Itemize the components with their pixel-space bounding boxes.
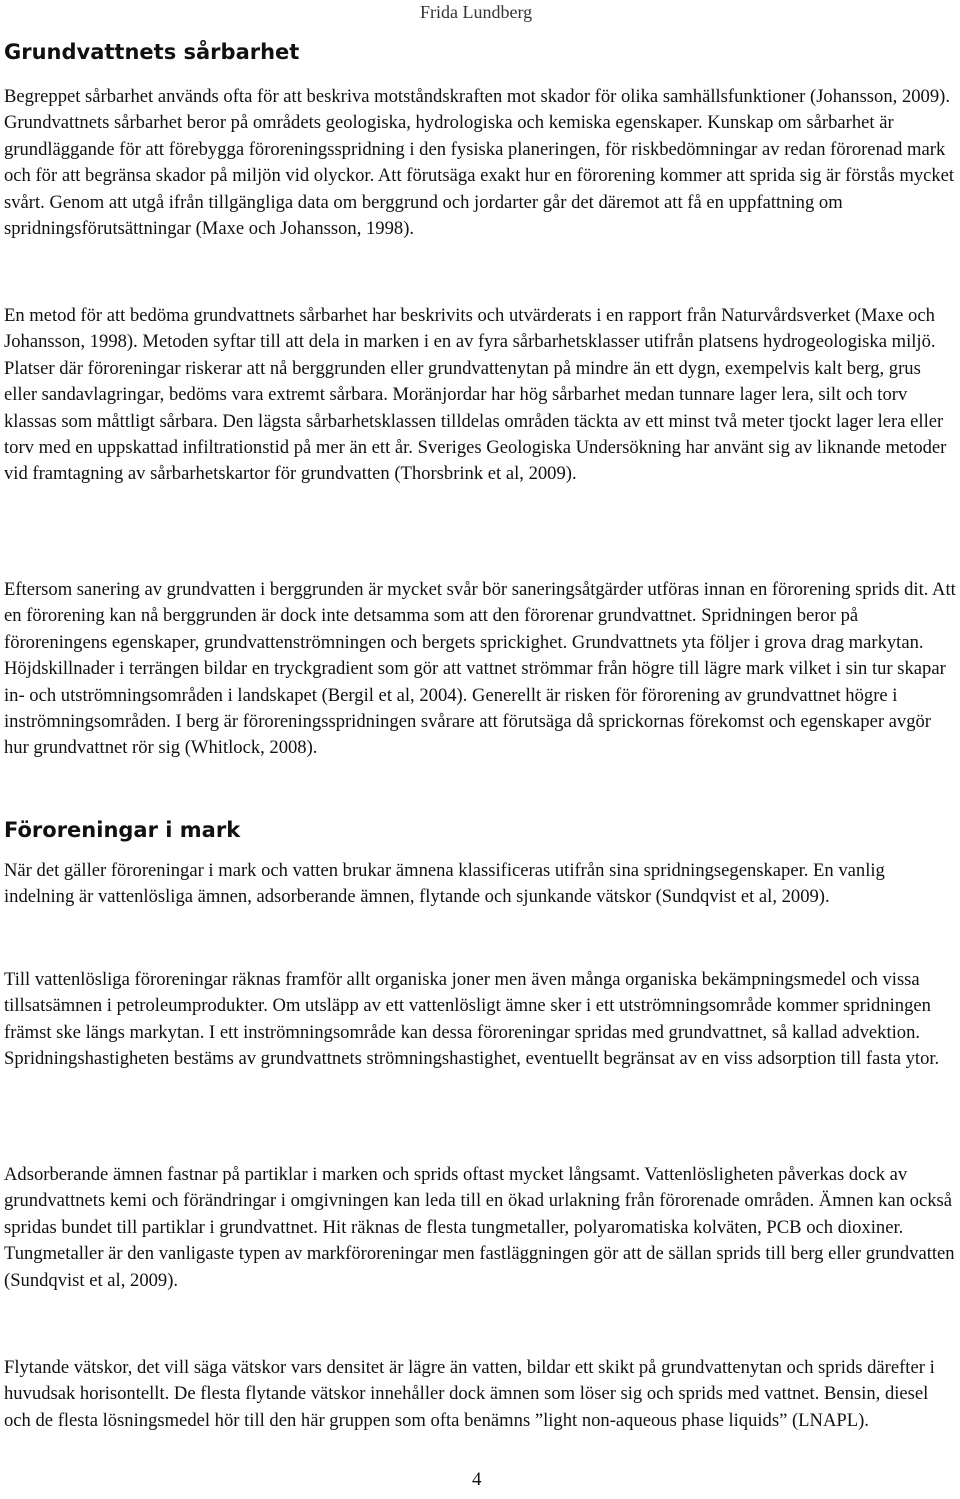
header-author: Frida Lundberg <box>420 2 533 22</box>
page-number: 4 <box>472 1469 482 1490</box>
section-heading-fororeningar-i-mark: Föroreningar i mark <box>4 818 241 842</box>
paragraph: Flytande vätskor, det vill säga vätskor vars densitet är lägre än vatten, bildar ett skikt på grundvattenytan och sprids därefter i huvudsak horisontellt. De flesta flytande vätskor innehåller dock ämnen som löser sig och sprids med vattnet. Bensin, diesel och de flesta lösningsmedel hör till den här gruppen som ofta benämns ”light non-aqueous phase liquids” (LNAPL). <box>4 1357 935 1431</box>
paragraph: En metod för att bedöma grundvattnets sårbarhet har beskrivits och utvärderats i en rapport från Naturvårdsverket (Maxe och Johansson, 1998). Metoden syftar till att dela in marken i en av fyra sårbarhetsklasser utifrån platsens hydrogeologiska miljö. Platser där föroreningar riskerar att nå berggrunden eller grundvattenytan på mindre än ett dygn, exempelvis kalt berg, grus eller sandavlagringar, bedöms vara extremt sårbara. Moränjordar har hög sårbarhet medan tunnare lager lera, silt och torv klassas som måttligt sårbara. Den lägsta sårbarhetsklassen tilldelas områden täckta av ett minst två meter tjockt lager lera eller torv med en uppskattad infiltrationstid på mer än ett år. Sveriges Geologiska Undersökning har använt sig av liknande metoder vid framtagning av sårbarhetskartor för grundvatten (Thorsbrink et al, 2009). <box>4 305 947 485</box>
paragraph: Begreppet sårbarhet används ofta för att beskriva motståndskraften mot skador för olika samhällsfunktioner (Johansson, 2009). Grundvattnets sårbarhet beror på områdets geologiska, hydrologiska och kemiska egenskaper. Kunskap om sårbarhet är grundläggande för att förebygga föroreningsspridning i den fysiska planeringen, för riskbedömningar av redan förorenad mark och för att begränsa skador på miljön vid olyckor. Att förutsäga exakt hur en förorening kommer att sprida sig är förstås mycket svårt. Genom att utgå ifrån tillgängliga data om berggrund och jordarter går det däremot att få en uppfattning om spridningsförutsättningar (Maxe och Johansson, 1998). <box>4 86 955 240</box>
section-heading-grundvattnets-sarbarhet: Grundvattnets sårbarhet <box>4 40 300 64</box>
paragraph: Till vattenlösliga föroreningar räknas framför allt organiska joner men även många organiska bekämpningsmedel och vissa tillsatsämnen i petroleumprodukter. Om utsläpp av ett vattenlösligt ämne sker i ett utströmningsområde kommer spridningen främst ske längs markytan. I ett inströmningsområde kan dessa föroreningar spridas med grundvattnet, så kallad advektion. Spridningshastigheten bestäms av grundvattnets strömningshastighet, eventuellt begränsat av en viss adsorption till fasta ytor. <box>4 969 940 1070</box>
paragraph: Adsorberande ämnen fastnar på partiklar i marken och sprids oftast mycket långsamt. Vattenlösligheten påverkas dock av grundvattnets kemi och förändringar i omgivningen kan leda till en ökad urlakning från förorenade områden. Ämnen kan också spridas bundet till partiklar i grundvattnet. Hit räknas de flesta tungmetaller, polyaromatiska kolväten, PCB och dioxiner. Tungmetaller är den vanligaste typen av markföroreningar men fastläggningen gör att de sällan sprids till berg eller grundvatten (Sundqvist et al, 2009). <box>4 1164 955 1291</box>
paragraph: Eftersom sanering av grundvatten i berggrunden är mycket svår bör saneringsåtgärder utföras innan en förorening sprids dit. Att en förorening kan nå berggrunden är dock inte detsamma som att den förorenar grundvattnet. Spridningen beror på föroreningens egenskaper, grundvattenströmningen och bergets sprickighet. Grundvattnets yta följer i grova drag markytan. Höjdskillnader i terrängen bildar en tryckgradient som gör att vattnet strömmar från högre till lägre mark vilket i sin tur skapar in- och utströmningsområden i landskapet (Bergil et al, 2004). Generellt är risken för förorening av grundvattnet högre i inströmningsområden. I berg är föroreningsspridningen svårare att förutsäga då sprickornas förekomst och egenskaper avgör hur grundvattnet rör sig (Whitlock, 2008). <box>4 579 956 759</box>
paragraph: När det gäller föroreningar i mark och vatten brukar ämnena klassificeras utifrån sina spridningsegenskaper. En vanlig indelning är vattenlösliga ämnen, adsorberande ämnen, flytande och sjunkande vätskor (Sundqvist et al, 2009). <box>4 860 885 908</box>
